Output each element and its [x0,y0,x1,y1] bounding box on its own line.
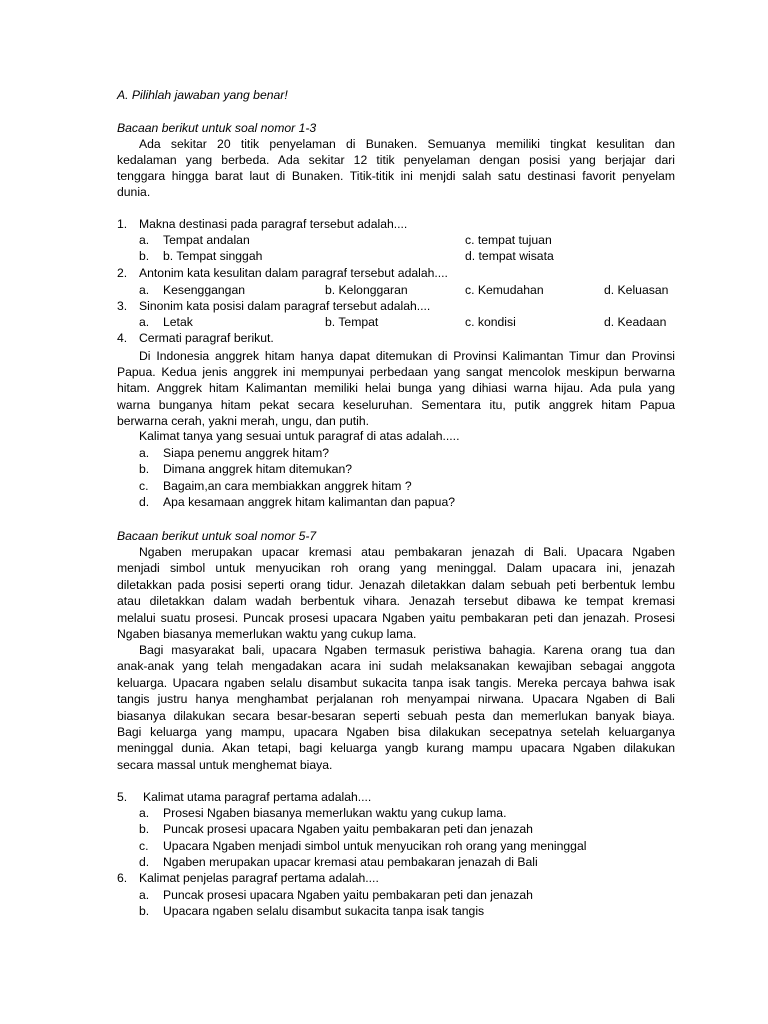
q5-number: 5. [117,790,128,804]
reading2-header: Bacaan berikut untuk soal nomor 5-7 [117,529,317,543]
q5-option-d: Ngaben merupakan upacar kremasi atau pembakaran jenazah di Bali [163,855,538,869]
q2-option-a-label: a. [139,283,150,297]
reading2-para1-line: melalui suatu prosesi. Puncak prosesi upacara Ngaben yaitu pembakaran peti dan jenazah. Prosesi [117,611,675,625]
q4-option-a: Siapa penemu anggrek hitam? [163,446,329,460]
q3-option-a-label: a. [139,315,150,329]
q1-number: 1. [117,217,128,231]
q4-option-d: Apa kesamaan anggrek hitam kalimantan dan papua? [163,495,456,509]
section-title: A. Pilihlah jawaban yang benar! [117,88,288,102]
reading2-para1-line: Ngaben merupakan upacar kremasi atau pembakaran jenazah di Bali. Upacara Ngaben [139,545,675,559]
reading2-para2-line: keluarga. Upacara ngaben selalu disambut sukacita tanpa isak tangis. Mereka percaya bahwa isak [117,676,675,690]
q2-option-c: c. Kemudahan [465,283,544,297]
reading2-para1-line: atau diletakkan dalam wadah berbentuk vihara. Jenazah tersebut dibawa ke tempat kremasi [117,594,675,608]
q4-option-b: Dimana anggrek hitam ditemukan? [163,462,353,476]
reading1-line: Ada sekitar 20 titik penyelaman di Bunaken. Semuanya memiliki tingkat kesulitan dan [139,137,675,151]
q2-text: Antonim kata kesulitan dalam paragraf tersebut adalah.... [139,266,448,280]
reading2-para2-line: anak-anak yang telah mengadakan acara ini sudah melaksanakan kewajiban sebagai anggota [117,659,675,673]
reading2-para1-line: Ngaben biasanya memerlukan waktu yang cukup lama. [117,627,417,641]
reading1-line: tenggara hingga barat laut di Bunaken. Titik-titik ini menjdi salah satu destinasi favorit penyelam [117,169,675,183]
q3-text: Sinonim kata posisi dalam paragraf tersebut adalah.... [139,299,431,313]
q4-option-d-label: d. [139,495,150,509]
q1-option-b: b. Tempat singgah [163,249,263,263]
q6-option-a-label: a. [139,888,150,902]
q4-option-a-label: a. [139,446,150,460]
q5-text: Kalimat utama paragraf pertama adalah.... [143,790,372,804]
reading2-para1-line: diletakkan pada posisi seperti orang tidur. Jenazah diletakkan dalam sebuah peti berbentuk lembu [117,578,675,592]
q6-number: 6. [117,871,128,885]
q3-option-d: d. Keadaan [604,315,667,329]
q1-option-b-label: b. [139,249,150,263]
q4-number: 4. [117,331,128,345]
reading1-line: dunia. [117,185,151,199]
reading2-para2-line: biasanya dilakukan secara besar-besaran seperti sebuah pesta dan memerlukan banyak biaya. [117,709,675,723]
q5-option-d-label: d. [139,855,150,869]
reading2-para2-line: Bagi keluarga yang mampu, upacara Ngaben bisa dilakukan secepatnya setelah keluarganya [117,725,675,739]
q4-option-c-label: c. [139,479,149,493]
q4-text: Cermati paragraf berikut. [139,331,274,345]
q1-option-c: c. tempat tujuan [465,233,552,247]
q5-option-a-label: a. [139,806,150,820]
reading2-para2-line: Bagi masyarakat bali, upacara Ngaben termasuk peristiwa bahagia. Karena orang tua dan [139,643,675,657]
q4-option-b-label: b. [139,462,150,476]
reading2-para2-line: meninggal dunia. Akan tetapi, bagi keluarga yangb kurang mampu upacara Ngaben dilakukan [117,741,675,755]
q5-option-a: Prosesi Ngaben biasanya memerlukan waktu yang cukup lama. [163,806,507,820]
q4-passage-line: berwarna cerah, yakni merah, ungu, dan putih. [117,414,370,428]
q5-option-b: Puncak prosesi upacara Ngaben yaitu pembakaran peti dan jenazah [163,822,533,836]
reading2-para2-line: tangis justru hanya menghambat perjalanan roh menyampai nirwana. Upacara Ngaben di Bali [117,692,675,706]
q4-passage-line: hitam. Anggrek hitam Kalimantan memiliki helai bunga yang dihiasi warna hijau. Ada pula yang [117,381,675,395]
q3-option-c: c. kondisi [465,315,516,329]
q5-option-c-label: c. [139,839,149,853]
q2-option-d: d. Keluasan [604,283,669,297]
q1-option-d: d. tempat wisata [465,249,554,263]
q2-number: 2. [117,266,128,280]
q6-option-b: Upacara ngaben selalu disambut sukacita tanpa isak tangis [163,904,485,918]
q4-passage-line: warna bunganya hitam pekat secara keseluruhan. Sementara itu, putik anggrek hitam Papua [117,398,675,412]
q3-option-b: b. Tempat [325,315,379,329]
q1-option-a-label: a. [139,233,150,247]
reading1-header: Bacaan berikut untuk soal nomor 1-3 [117,121,317,135]
reading2-para1-line: menjadi simbol untuk menyucikan roh orang yang meninggal. Dalam upacara ini, jenazah [117,561,675,575]
q2-option-a: Kesenggangan [163,283,246,297]
q4-passage-line: Papua. Kedua jenis anggrek ini mempunyai perbedaan yang sangat mencolok meskipun berwarna [117,365,675,379]
q4-option-c: Bagaim,an cara membiakkan anggrek hitam ? [163,479,412,493]
q1-option-a: Tempat andalan [163,233,250,247]
q1-text: Makna destinasi pada paragraf tersebut adalah.... [139,217,408,231]
q2-option-b: b. Kelonggaran [325,283,408,297]
q5-option-b-label: b. [139,822,150,836]
reading2-para2-line: secara massal untuk menghemat biaya. [117,758,333,772]
q6-option-a: Puncak prosesi upacara Ngaben yaitu pembakaran peti dan jenazah [163,888,533,902]
q3-number: 3. [117,299,128,313]
q6-text: Kalimat penjelas paragraf pertama adalah.... [139,871,379,885]
q4-question: Kalimat tanya yang sesuai untuk paragraf di atas adalah..... [139,429,460,443]
reading1-line: kedalaman yang berbeda. Ada sekitar 12 titik penyelaman dengan posisi yang berjajar dari [117,153,675,167]
q6-option-b-label: b. [139,904,150,918]
q5-option-c: Upacara Ngaben menjadi simbol untuk menyucikan roh orang yang meninggal [163,839,587,853]
q4-passage-line: Di Indonesia anggrek hitam hanya dapat ditemukan di Provinsi Kalimantan Timur dan Provinsi [139,349,675,363]
q3-option-a: Letak [163,315,193,329]
